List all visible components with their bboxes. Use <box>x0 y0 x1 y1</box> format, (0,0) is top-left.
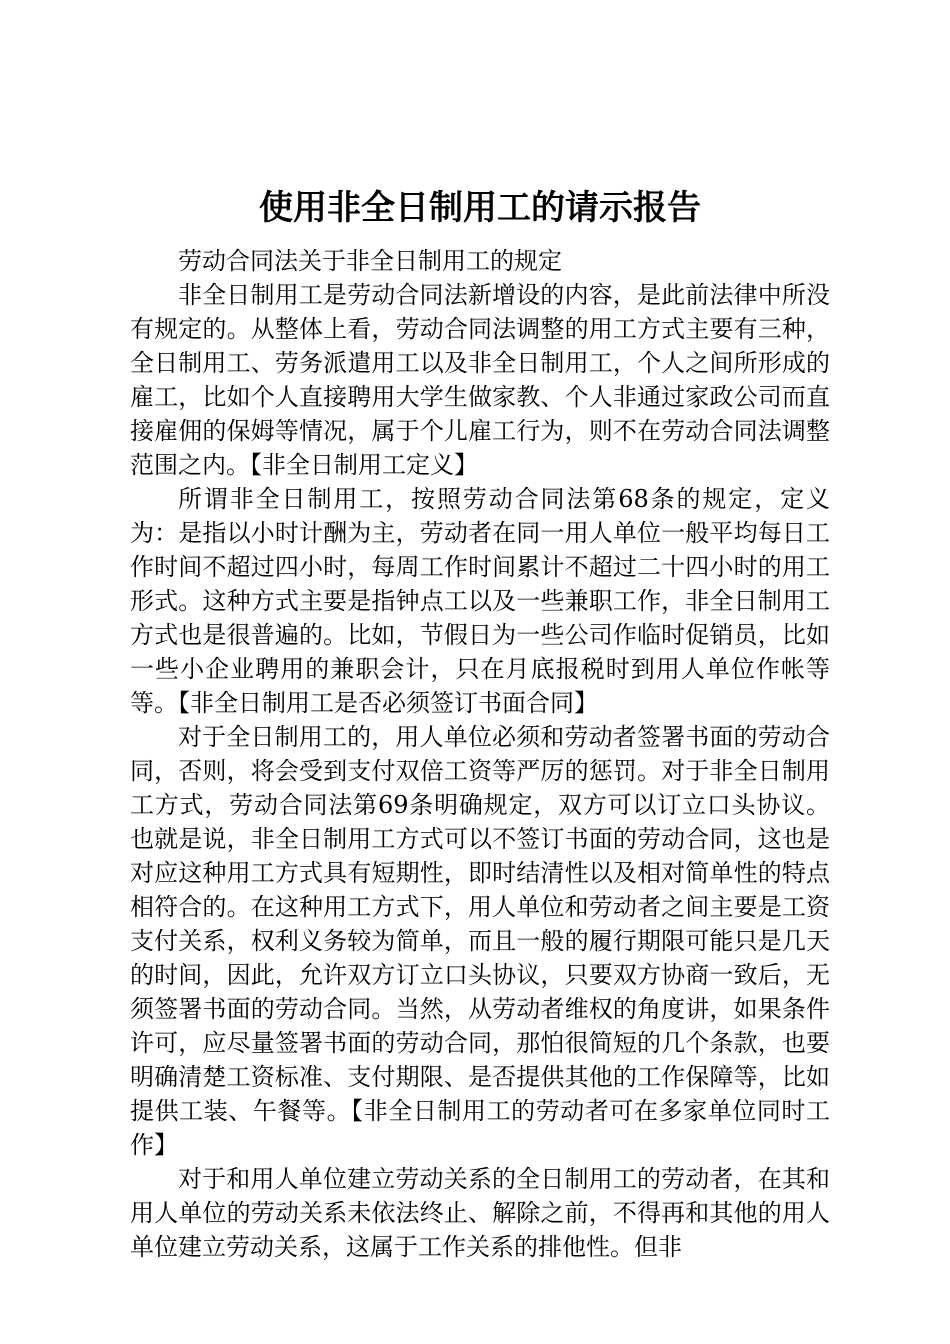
paragraph-3: 对于全日制用工的，用人单位必须和劳动者签署书面的劳动合同，否则，将会受到支付双倍工资等严厉的惩罚。对于非全日制用工方式，劳动合同法第69条明确规定，双方可以订立口头协议。也就是说，非全日制用工方式可以不签订书面的劳动合同，这也是对应这种用工方式具有短期性，即时结清性以及相对简单性的特点相符合的。在这种用工方式下，用人单位和劳动者之间主要是工资支付关系，权利义务较为简单，而且一般的履行期限可能只是几天的时间，因此，允许双方订立口头协议，只要双方协商一致后，无须签署书面的劳动合同。当然，从劳动者维权的角度讲，如果条件许可，应尽量签署书面的劳动合同，那怕很简短的几个条款，也要明确清楚工资标准、支付期限、是否提供其他的工作保障等，比如提供工装、午餐等。【非全日制用工的劳动者可在多家单位同时工作】 <box>130 723 830 1159</box>
paragraph-4: 对于和用人单位建立劳动关系的全日制用工的劳动者，在其和用人单位的劳动关系未依法终止、解除之前，不得再和其他的用人单位建立劳动关系，这属于工作关系的排他性。但非 <box>130 1165 830 1261</box>
paragraph-1: 非全日制用工是劳动合同法新增设的内容，是此前法律中所没有规定的。从整体上看，劳动合同法调整的用工方式主要有三种，全日制用工、劳务派遣用工以及非全日制用工，个人之间所形成的雇工，比如个人直接聘用大学生做家教、个人非通过家政公司而直接雇佣的保姆等情况，属于个儿雇工行为，则不在劳动合同法调整范围之内。【非全日制用工定义】 <box>130 281 830 479</box>
document-page <box>130 182 830 1264</box>
document-subtitle: 劳动合同法关于非全日制用工的规定 <box>178 247 562 275</box>
document-title: 使用非全日制用工的请示报告 <box>259 188 701 228</box>
paragraph-2: 所谓非全日制用工，按照劳动合同法第68条的规定，定义为：是指以小时计酬为主，劳动者在同一用人单位一般平均每日工作时间不超过四小时，每周工作时间累计不超过二十四小时的用工形式。这种方式主要是指钟点工以及一些兼职工作，非全日制用工方式也是很普遍的。比如，节假日为一些公司作临时促销员，比如一些小企业聘用的兼职会计，只在月底报税时到用人单位作帐等等。【非全日制用工是否必须签订书面合同】 <box>130 485 830 717</box>
